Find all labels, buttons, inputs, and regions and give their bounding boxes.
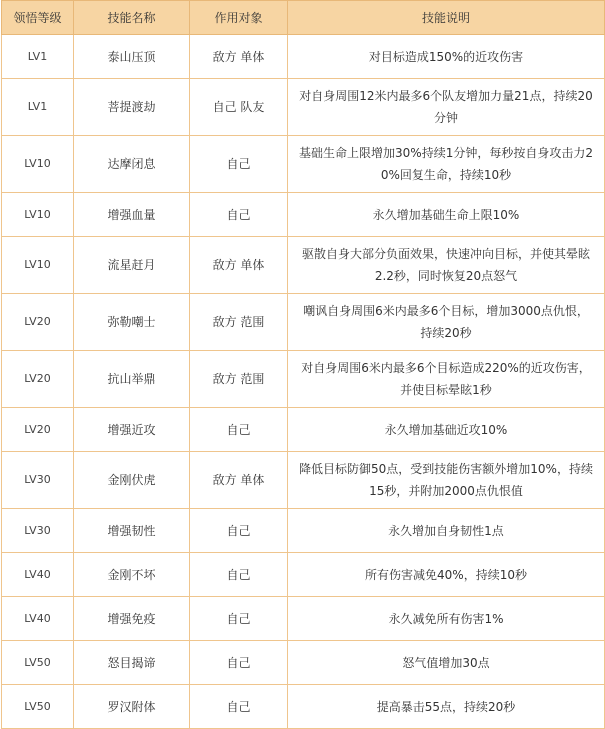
- cell-name: 罗汉附体: [74, 685, 190, 729]
- cell-desc: 对自身周围12米内最多6个队友增加力量21点，持续20分钟: [288, 79, 605, 136]
- header-level: 领悟等级: [2, 1, 74, 35]
- cell-name: 泰山压顶: [74, 35, 190, 79]
- cell-name: 流星赶月: [74, 237, 190, 294]
- cell-target: 自己: [190, 685, 288, 729]
- cell-level: LV30: [2, 509, 74, 553]
- cell-level: LV1: [2, 79, 74, 136]
- cell-level: LV1: [2, 35, 74, 79]
- cell-level: LV10: [2, 237, 74, 294]
- cell-desc: 嘲讽自身周围6米内最多6个目标，增加3000点仇恨，持续20秒: [288, 294, 605, 351]
- cell-name: 增强免疫: [74, 597, 190, 641]
- cell-level: LV20: [2, 351, 74, 408]
- cell-desc: 降低目标防御50点，受到技能伤害额外增加10%，持续15秒，并附加2000点仇恨值: [288, 452, 605, 509]
- table-row: [2, 408, 605, 452]
- cell-target: 敌方 单体: [190, 452, 288, 509]
- cell-target: 自己 队友: [190, 79, 288, 136]
- cell-desc: 所有伤害减免40%，持续10秒: [288, 553, 605, 597]
- cell-target: 自己: [190, 193, 288, 237]
- cell-target: 敌方 单体: [190, 35, 288, 79]
- table-row: [2, 452, 605, 509]
- cell-target: 自己: [190, 553, 288, 597]
- table-row: [2, 294, 605, 351]
- cell-name: 增强血量: [74, 193, 190, 237]
- cell-level: LV40: [2, 597, 74, 641]
- cell-desc: 驱散自身大部分负面效果，快速冲向目标，并使其晕眩2.2秒，同时恢复20点怒气: [288, 237, 605, 294]
- cell-name: 菩提渡劫: [74, 79, 190, 136]
- header-name: 技能名称: [74, 1, 190, 35]
- cell-target: 敌方 单体: [190, 237, 288, 294]
- cell-desc: 提高暴击55点，持续20秒: [288, 685, 605, 729]
- cell-desc: 对目标造成150%的近攻伤害: [288, 35, 605, 79]
- cell-desc: 怒气值增加30点: [288, 641, 605, 685]
- table-row: [2, 509, 605, 553]
- cell-name: 达摩闭息: [74, 136, 190, 193]
- cell-desc: 永久增加基础生命上限10%: [288, 193, 605, 237]
- cell-name: 怒目揭谛: [74, 641, 190, 685]
- table-row: [2, 79, 605, 136]
- cell-desc: 基础生命上限增加30%持续1分钟，每秒按自身攻击力20%回复生命，持续10秒: [288, 136, 605, 193]
- cell-level: LV50: [2, 685, 74, 729]
- cell-name: 金刚伏虎: [74, 452, 190, 509]
- header-desc: 技能说明: [288, 1, 605, 35]
- header-target: 作用对象: [190, 1, 288, 35]
- cell-level: LV10: [2, 193, 74, 237]
- table-row: [2, 641, 605, 685]
- cell-level: LV10: [2, 136, 74, 193]
- cell-name: 金刚不坏: [74, 553, 190, 597]
- skill-table: [1, 0, 605, 729]
- table-row: [2, 553, 605, 597]
- cell-desc: 永久减免所有伤害1%: [288, 597, 605, 641]
- table-header-row: [2, 1, 605, 35]
- cell-level: LV30: [2, 452, 74, 509]
- cell-level: LV20: [2, 294, 74, 351]
- cell-target: 敌方 范围: [190, 294, 288, 351]
- table-row: [2, 597, 605, 641]
- table-row: [2, 136, 605, 193]
- table-row: [2, 685, 605, 729]
- cell-level: LV40: [2, 553, 74, 597]
- cell-desc: 永久增加自身韧性1点: [288, 509, 605, 553]
- cell-target: 自己: [190, 408, 288, 452]
- cell-name: 增强近攻: [74, 408, 190, 452]
- cell-target: 敌方 范围: [190, 351, 288, 408]
- cell-name: 增强韧性: [74, 509, 190, 553]
- cell-target: 自己: [190, 509, 288, 553]
- table-row: [2, 35, 605, 79]
- cell-level: LV20: [2, 408, 74, 452]
- cell-target: 自己: [190, 136, 288, 193]
- cell-level: LV50: [2, 641, 74, 685]
- table-row: [2, 193, 605, 237]
- cell-desc: 永久增加基础近攻10%: [288, 408, 605, 452]
- cell-target: 自己: [190, 641, 288, 685]
- cell-target: 自己: [190, 597, 288, 641]
- cell-name: 弥勒嘲士: [74, 294, 190, 351]
- table-row: [2, 351, 605, 408]
- table-row: [2, 237, 605, 294]
- cell-name: 抗山举鼎: [74, 351, 190, 408]
- cell-desc: 对自身周围6米内最多6个目标造成220%的近攻伤害，并使目标晕眩1秒: [288, 351, 605, 408]
